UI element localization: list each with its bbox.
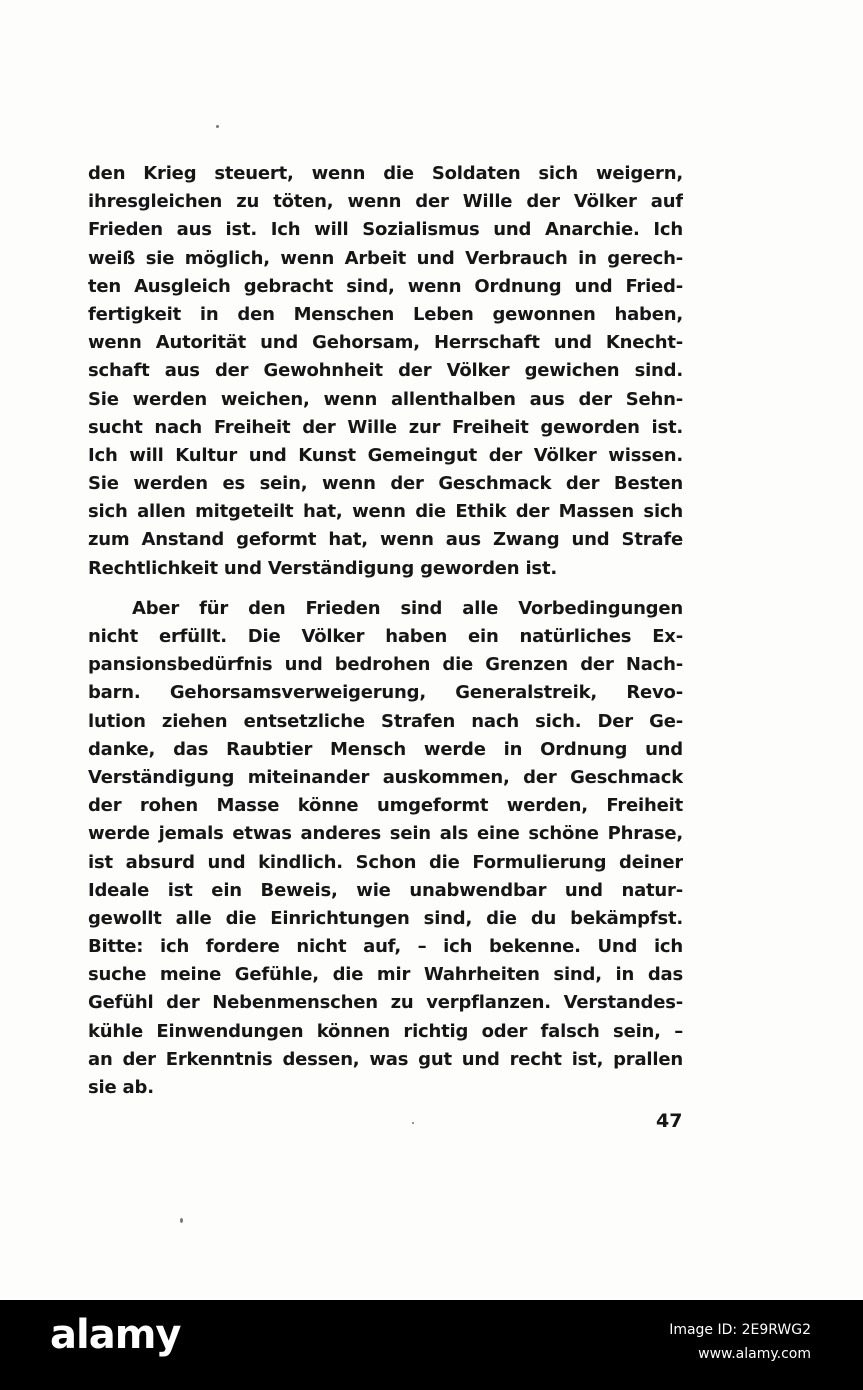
text-line: lution ziehen entsetzliche Strafen nach sich. Der Ge- — [88, 710, 683, 732]
text-line: kühle Einwendungen können richtig oder falsch sein, – — [88, 1020, 683, 1042]
text-line: wenn Autorität und Gehorsam, Herrschaft und Knecht- — [88, 332, 683, 354]
text-line: Sie werden es sein, wenn der Geschmack der Besten — [88, 473, 683, 495]
text-line: den Krieg steuert, wenn die Soldaten sich weigern, — [88, 163, 683, 184]
text-line: Frieden aus ist. Ich will Sozialismus und Anarchie. Ich — [88, 219, 683, 241]
text-line: Aber für den Frieden sind alle Vorbedingungen — [132, 597, 683, 619]
text-line: gewollt alle die Einrichtungen sind, die du bekämpfst. — [88, 907, 683, 929]
text-line: pansionsbedürfnis und bedrohen die Grenzen der Nach- — [88, 654, 683, 676]
text-line: ten Ausgleich gebracht sind, wenn Ordnung und Fried- — [88, 275, 683, 297]
text-line: Gefühl der Nebenmenschen zu verpflanzen. Verstandes- — [88, 992, 683, 1014]
image-id-label: Image ID: 2E9RWG2 — [669, 1322, 811, 1338]
text-line: ihresgleichen zu töten, wenn der Wille der Völker auf — [88, 191, 683, 213]
text-line: suche meine Gefühle, die mir Wahrheiten sind, in das — [88, 964, 683, 986]
text-line: Ich will Kultur und Kunst Gemeingut der Völker wissen. — [88, 444, 683, 466]
paragraph-2 — [88, 595, 683, 1102]
text-line: zum Anstand geformt hat, wenn aus Zwang und Strafe — [88, 529, 683, 551]
paper-speck — [412, 1122, 414, 1124]
paper-speck — [216, 125, 219, 128]
text-line: Rechtlichkeit und Verständigung geworden ist. — [88, 557, 557, 579]
text-line: schaft aus der Gewohnheit der Völker gewichen sind. — [88, 360, 683, 382]
text-line: fertigkeit in den Menschen Leben gewonnen haben, — [88, 303, 683, 325]
text-line: Sie werden weichen, wenn allenthalben aus der Sehn- — [88, 388, 683, 410]
alamy-logo: alamy — [50, 1312, 181, 1358]
text-line: danke, das Raubtier Mensch werde in Ordnung und — [88, 738, 683, 760]
text-line: nicht erfüllt. Die Völker haben ein natürliches Ex- — [88, 626, 683, 647]
text-line: ist absurd und kindlich. Schon die Formulierung deiner — [88, 851, 683, 873]
text-line: Ideale ist ein Beweis, wie unabwendbar und natur- — [88, 879, 683, 901]
body-text — [88, 160, 683, 1102]
text-line: sie ab. — [88, 1077, 154, 1098]
site-url: www.alamy.com — [698, 1346, 811, 1362]
text-line: sich allen mitgeteilt hat, wenn die Ethik der Massen sich — [88, 501, 683, 523]
text-line: an der Erkenntnis dessen, was gut und recht ist, prallen — [88, 1048, 683, 1070]
paper-speck — [180, 1218, 183, 1223]
text-line: werde jemals etwas anderes sein als eine schöne Phrase, — [88, 823, 683, 845]
text-line: weiß sie möglich, wenn Arbeit und Verbrauch in gerech- — [88, 247, 683, 269]
text-line: sucht nach Freiheit der Wille zur Freiheit geworden ist. — [88, 416, 683, 438]
text-line: der rohen Masse könne umgeformt werden, Freiheit — [88, 795, 683, 817]
page-number: 47 — [656, 1110, 683, 1132]
text-line: barn. Gehorsamsverweigerung, Generalstreik, Revo- — [88, 682, 683, 704]
paragraph-1 — [88, 160, 683, 583]
text-line: Verständigung miteinander auskommen, der Geschmack — [88, 766, 683, 788]
text-line: Bitte: ich fordere nicht auf, – ich bekenne. Und ich — [88, 936, 683, 958]
